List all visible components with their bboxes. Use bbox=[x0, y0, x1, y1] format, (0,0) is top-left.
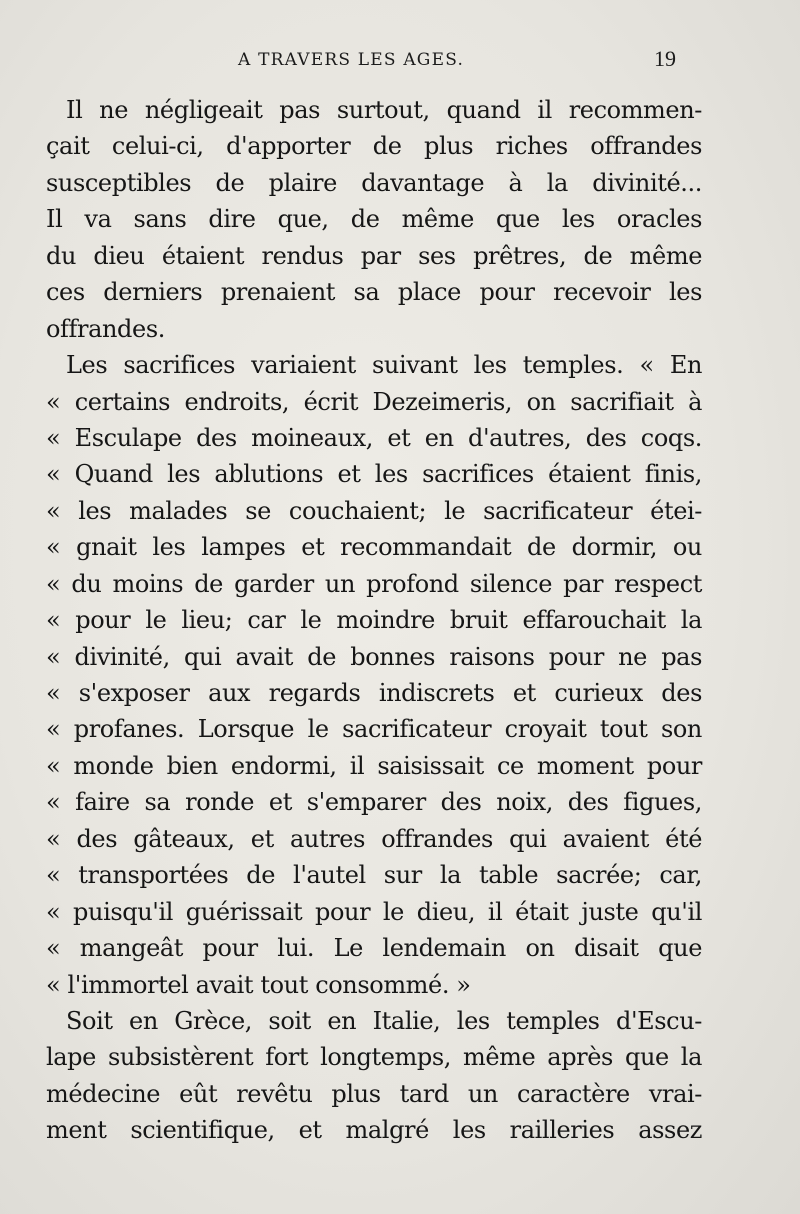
page-number: 19 bbox=[654, 46, 676, 71]
text-line: « gnait les lampes et recommandait de dormir, ou bbox=[46, 533, 702, 562]
text-line: du dieu étaient rendus par ses prêtres, de même bbox=[46, 241, 702, 270]
running-title: A TRAVERS LES AGES. bbox=[238, 50, 465, 70]
text-line: Soit en Grèce, soit en Italie, les temples d'Escu- bbox=[66, 1006, 702, 1035]
body-text bbox=[46, 92, 702, 1149]
text-line: « transportées de l'autel sur la table sacrée; car, bbox=[46, 861, 702, 890]
text-line: Les sacrifices variaient suivant les temples. « En bbox=[66, 351, 702, 380]
page-header bbox=[0, 46, 800, 76]
text-line: « du moins de garder un profond silence par respect bbox=[46, 569, 702, 598]
text-line: Il va sans dire que, de même que les oracles bbox=[46, 205, 702, 234]
text-line: « pour le lieu; car le moindre bruit effarouchait la bbox=[46, 606, 702, 635]
text-line: « les malades se couchaient; le sacrificateur étei- bbox=[46, 496, 702, 525]
text-line: « faire sa ronde et s'emparer des noix, des figues, bbox=[46, 788, 702, 817]
text-line: « Esculape des moineaux, et en d'autres, des coqs. bbox=[46, 423, 702, 452]
text-line: « certains endroits, écrit Dezeimeris, on sacrifiait à bbox=[46, 387, 702, 416]
text-line: ces derniers prenaient sa place pour recevoir les bbox=[46, 278, 702, 307]
text-line: ment scientifique, et malgré les railleries assez bbox=[46, 1116, 702, 1145]
text-line: médecine eût revêtu plus tard un caractère vrai- bbox=[46, 1079, 702, 1108]
text-line: « puisqu'il guérissait pour le dieu, il était juste qu'il bbox=[46, 897, 702, 926]
text-line: « divinité, qui avait de bonnes raisons pour ne pas bbox=[46, 642, 702, 671]
text-line: « des gâteaux, et autres offrandes qui avaient été bbox=[46, 824, 702, 853]
text-line: Il ne négligeait pas surtout, quand il recommen- bbox=[66, 96, 702, 124]
text-line: « monde bien endormi, il saisissait ce moment pour bbox=[46, 751, 702, 780]
text-line: « mangeât pour lui. Le lendemain on disait que bbox=[46, 934, 702, 963]
text-line: offrandes. bbox=[46, 314, 165, 343]
text-line: « Quand les ablutions et les sacrifices étaient finis, bbox=[46, 460, 702, 489]
text-line: « profanes. Lorsque le sacrificateur croyait tout son bbox=[46, 715, 702, 744]
text-line: susceptibles de plaire davantage à la divinité... bbox=[46, 168, 702, 197]
text-line: « l'immortel avait tout consommé. » bbox=[46, 970, 471, 999]
text-line: çait celui-ci, d'apporter de plus riches offrandes bbox=[46, 132, 702, 161]
text-line: « s'exposer aux regards indiscrets et curieux des bbox=[46, 679, 702, 707]
text-line: lape subsistèrent fort longtemps, même après que la bbox=[46, 1043, 702, 1072]
